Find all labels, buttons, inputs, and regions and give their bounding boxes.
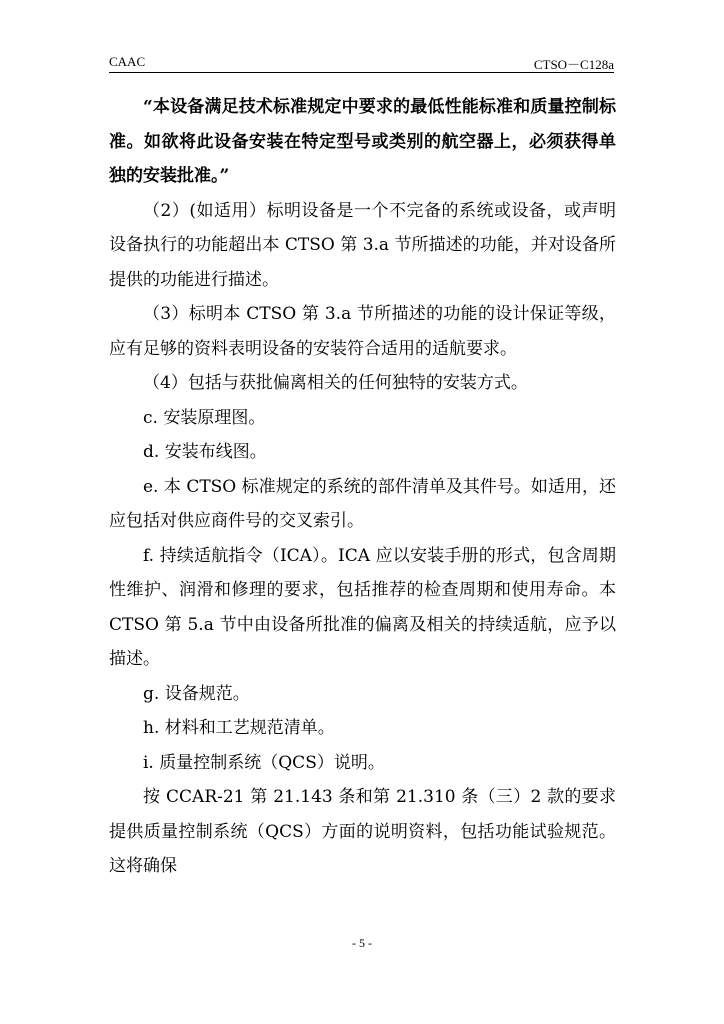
header-doc-number: CTSO－C128a: [533, 57, 614, 72]
paragraph-item-3: （3）标明本 CTSO 第 3.a 节所描述的功能的设计保证等级，应有足够的资料表明设备的安装符合适用的适航要求。: [109, 304, 616, 359]
paragraph-item-4: （4）包括与获批偏离相关的任何独特的安装方式。: [143, 373, 528, 393]
page-number: - 5 -: [352, 936, 372, 950]
paragraph-e: e. 本 CTSO 标准规定的系统的部件清单及其件号。如适用，还应包括对供应商件号的交叉索引。: [109, 476, 616, 531]
page-header: [109, 52, 614, 73]
paragraph-c: c. 安装原理图。: [143, 407, 266, 428]
paragraph-qcs: 按 CCAR-21 第 21.143 条和第 21.310 条（三）2 款的要求提供质量控制系统（QCS）方面的说明资料，包括功能试验规范。这将确保: [109, 787, 616, 876]
paragraph-f: f. 持续适航指令（ICA）。ICA 应以安装手册的形式，包含周期性维护、润滑和修理的要求，包括推荐的检查周期和使用寿命。本 CTSO 第 5.a 节中由设备所批准的偏离及相关的持续适航，应予以描述。: [109, 545, 616, 669]
paragraph-h: h. 材料和工艺规范清单。: [143, 718, 335, 738]
paragraph-i: i. 质量控制系统（QCS）说明。: [143, 752, 385, 773]
document-body: [109, 90, 616, 884]
header-org: CAAC: [109, 54, 146, 69]
paragraph-g: g. 设备规范。: [143, 683, 250, 704]
paragraph-d: d. 安装布线图。: [143, 442, 267, 462]
quoted-statement: “本设备满足技术标准规定中要求的最低性能标准和质量控制标准。如欲将此设备安装在特定型号或类别的航空器上，必须获得单独的安装批准。”: [109, 97, 616, 186]
paragraph-item-2: （2）(如适用）标明设备是一个不完备的系统或设备，或声明设备执行的功能超出本 CTSO 第 3.a 节所描述的功能，并对设备所提供的功能进行描述。: [109, 200, 616, 290]
